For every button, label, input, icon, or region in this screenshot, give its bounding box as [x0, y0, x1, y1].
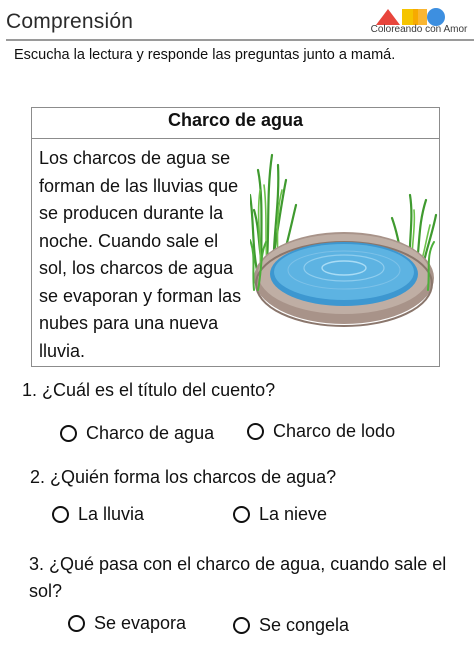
- option-se-evapora[interactable]: [68, 613, 186, 634]
- page-title: Comprensión: [6, 10, 134, 33]
- story-text: Los charcos de agua se forman de las lluvias que se producen durante la noche. Cuando sale el sol, los charcos de agua se evaporan y forman las nubes para una nueva lluvia.: [39, 148, 242, 361]
- option-charco-de-agua[interactable]: [60, 423, 214, 444]
- instructions: Escucha la lectura y responde las preguntas junto a mamá.: [14, 47, 396, 63]
- option-se-congela[interactable]: [233, 615, 349, 636]
- option-la-lluvia[interactable]: [52, 504, 144, 525]
- option-label: Charco de agua: [86, 423, 215, 443]
- question-3: 3. ¿Qué pasa con el charco de agua, cuando sale el sol?: [29, 554, 447, 601]
- question-2: 2. ¿Quién forma los charcos de agua?: [30, 467, 337, 487]
- option-label: La lluvia: [78, 504, 145, 524]
- option-charco-de-lodo[interactable]: [247, 421, 395, 442]
- radio-circle-icon[interactable]: [233, 506, 250, 523]
- option-label: Se congela: [259, 615, 350, 635]
- story-title: Charco de agua: [167, 110, 304, 130]
- option-label: Se evapora: [94, 613, 187, 633]
- option-la-nieve[interactable]: [233, 504, 327, 525]
- radio-circle-icon[interactable]: [68, 615, 85, 632]
- radio-circle-icon[interactable]: [52, 506, 69, 523]
- pond-with-grass-illustration: [250, 150, 438, 350]
- option-label: La nieve: [259, 504, 328, 524]
- radio-circle-icon[interactable]: [60, 425, 77, 442]
- header-divider: [6, 39, 474, 41]
- question-1: 1. ¿Cuál es el título del cuento?: [22, 380, 276, 400]
- radio-circle-icon[interactable]: [233, 617, 250, 634]
- option-label: Charco de lodo: [273, 421, 396, 441]
- logo-text: Coloreando con Amor: [370, 24, 468, 35]
- radio-circle-icon[interactable]: [247, 423, 264, 440]
